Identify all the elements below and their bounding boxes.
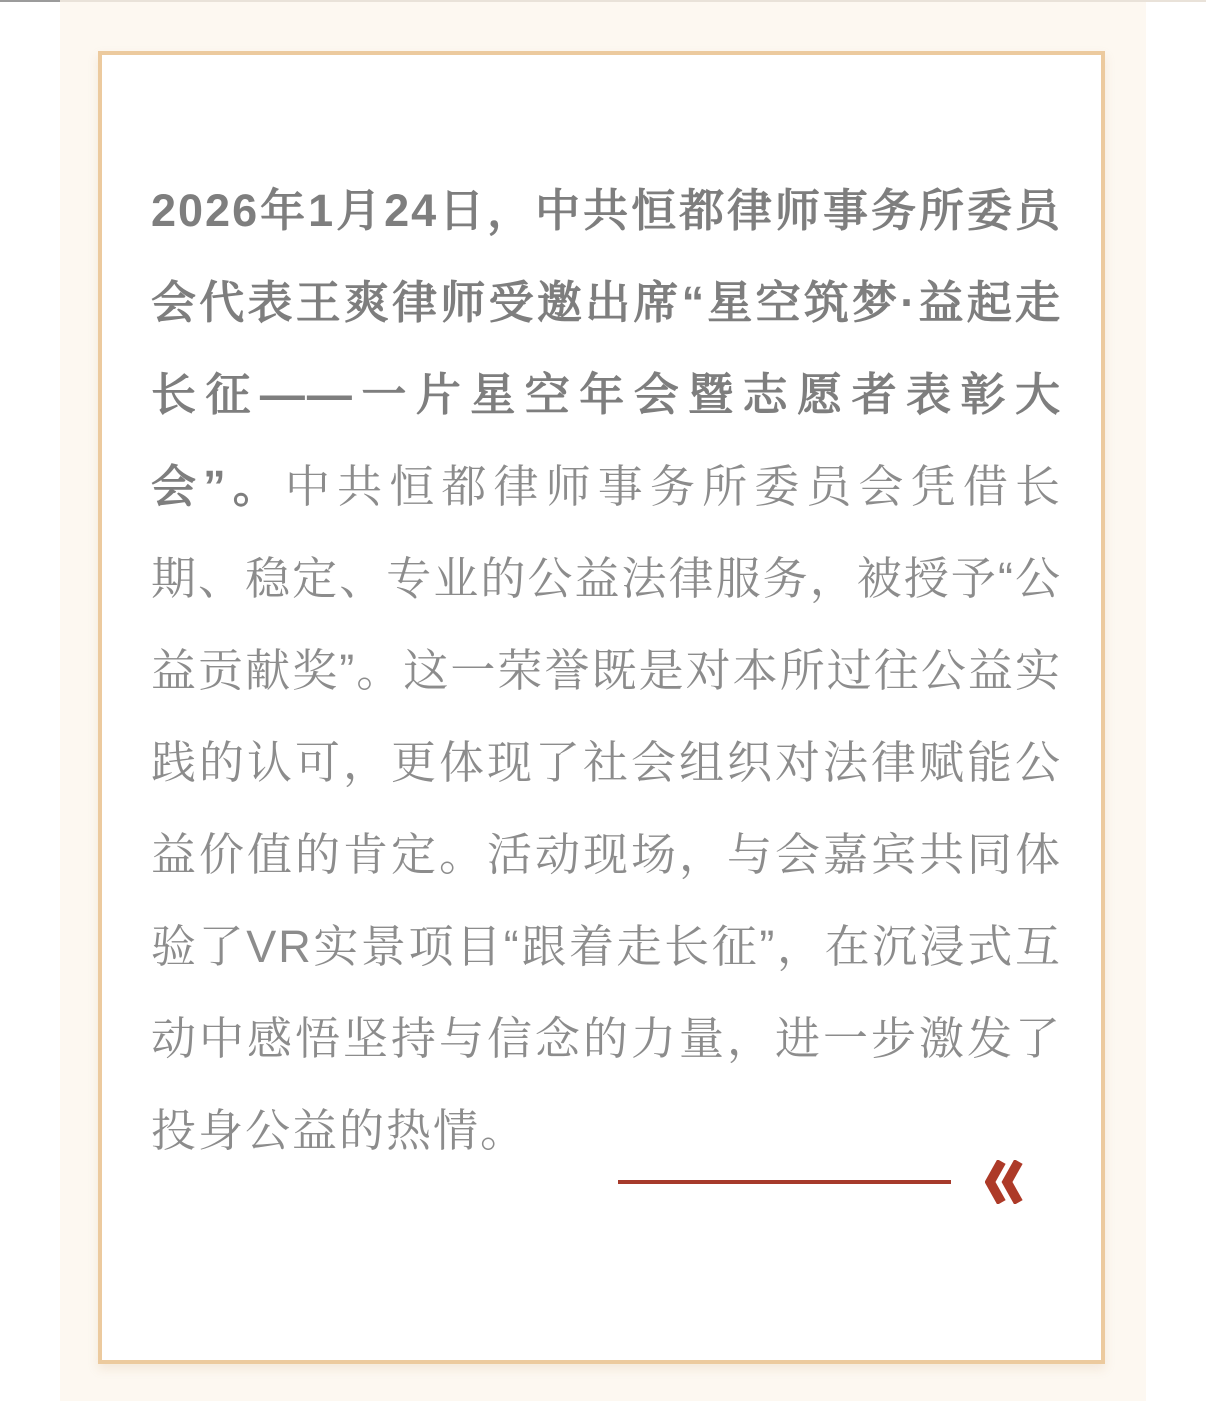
divider-line	[618, 1180, 951, 1184]
top-hairline	[0, 0, 1206, 2]
paragraph-lead-bold: 2026年1月24日，中共恒都律师事务所委员会代表王爽律师受邀出席“星空筑梦·益起走长征——一片星空年会暨志愿者表彰大会”。	[151, 185, 1062, 512]
article-card-content	[102, 55, 1101, 1205]
top-hairline-dark-segment	[0, 0, 60, 2]
paragraph-body: 中共恒都律师事务所委员会凭借长期、稳定、专业的公益法律服务，被授予“公益贡献奖”。这一荣誉既是对本所过往公益实践的认可，更体现了社会组织对法律赋能公益价值的肯定。活动现场，与会嘉宾共同体验了VR实景项目“跟着走长征”，在沉浸式互动中感悟坚持与信念的力量，进一步激发了投身公益的热情。	[151, 461, 1062, 1156]
double-chevron-left-icon	[985, 1160, 1023, 1204]
article-paragraph	[151, 165, 1062, 1177]
content-panel	[60, 0, 1146, 1401]
article-card	[98, 51, 1105, 1364]
